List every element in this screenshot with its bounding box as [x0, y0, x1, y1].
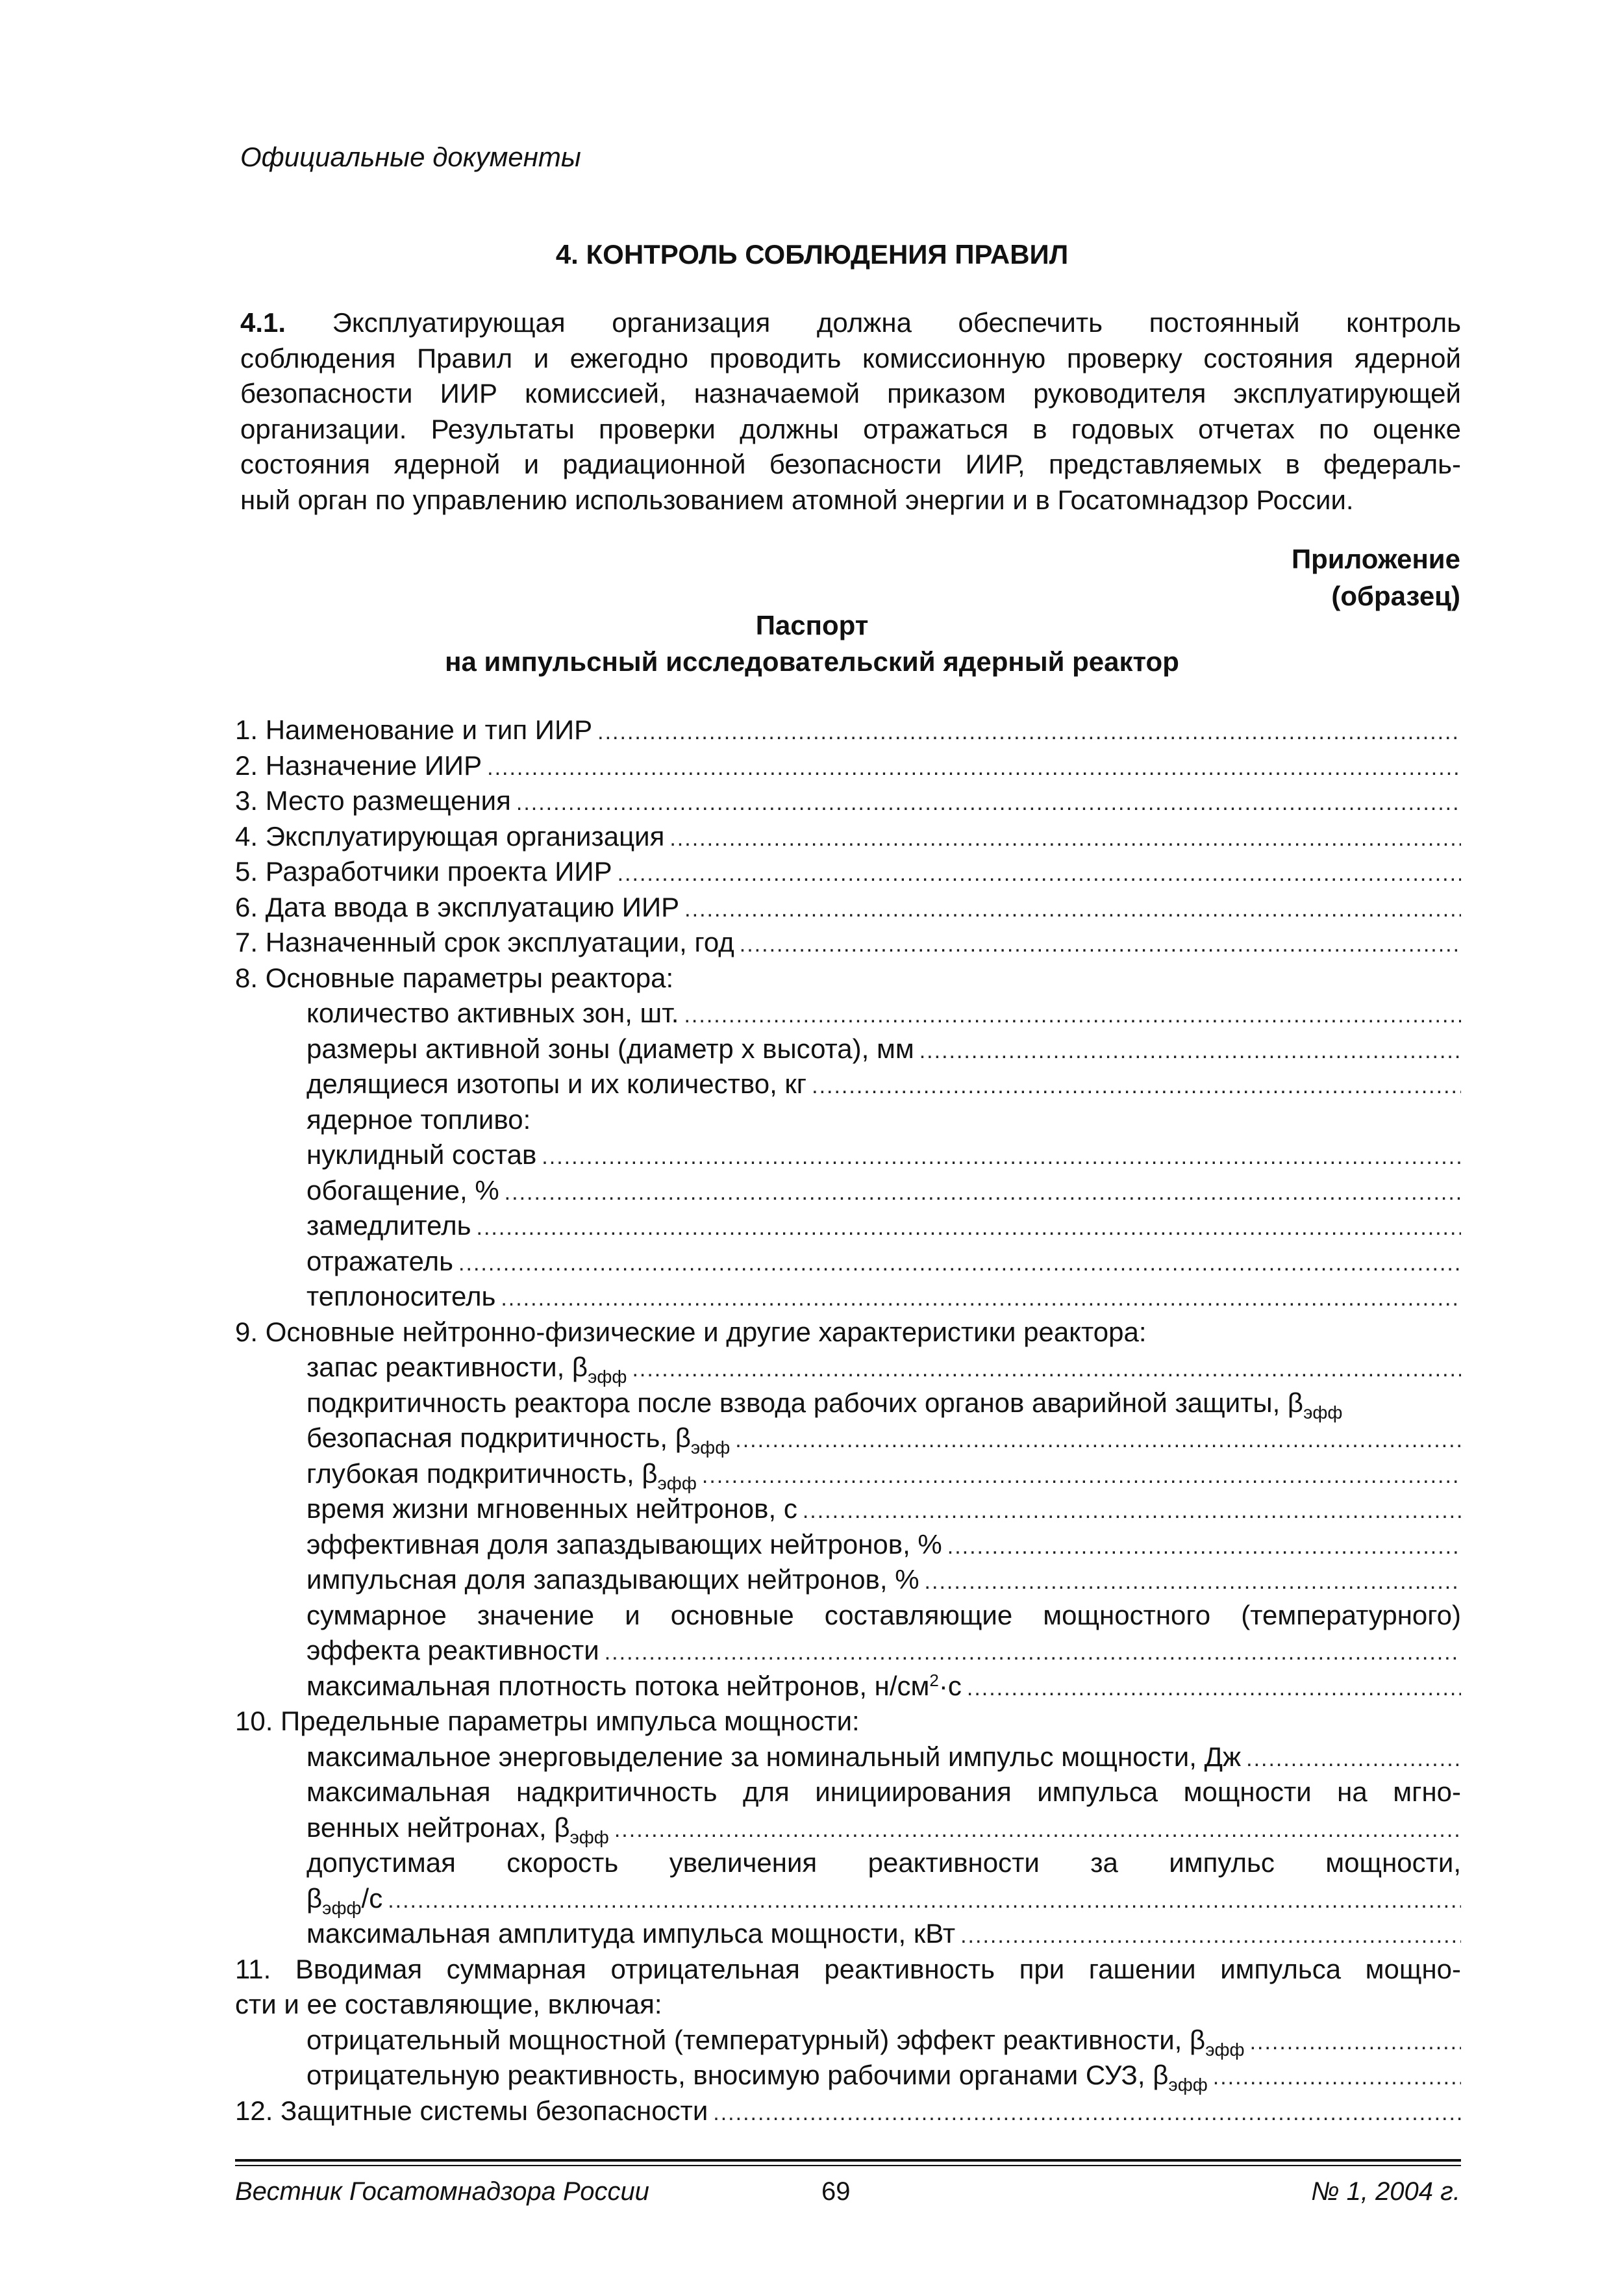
- fill-in-leader[interactable]: [388, 1883, 1461, 1919]
- form-subitem: [235, 1456, 1461, 1492]
- form-subitem: [235, 1279, 1461, 1315]
- item-label: ядерное топливо:: [306, 1104, 531, 1135]
- clause-line: состояния ядерной и радиационной безопасности ИИР, представляемых в федераль-: [240, 449, 1461, 479]
- clause-line-text: Эксплуатирующая организация должна обеспечить постоянный контроль: [332, 307, 1461, 338]
- fill-in-leader[interactable]: [542, 1139, 1461, 1175]
- form-subitem: [235, 1173, 1461, 1209]
- item-label: 9. Основные нейтронно-физические и другие характеристики реактора:: [235, 1316, 1147, 1347]
- item-label: отражатель: [306, 1245, 454, 1276]
- form-group-heading: [235, 1315, 1461, 1350]
- form-subitem: [235, 1810, 1461, 1846]
- item-label: 6. Дата ввода в эксплуатацию ИИР: [235, 891, 680, 922]
- form-subitem: [235, 1208, 1461, 1244]
- form-subitem: [235, 1669, 1461, 1704]
- beta-symbol: β: [1287, 1387, 1304, 1418]
- beta-symbol: β: [675, 1422, 691, 1453]
- item-label: 5. Разработчики проекта ИИР: [235, 856, 612, 887]
- form-item: [235, 783, 1461, 819]
- fill-in-leader[interactable]: [487, 750, 1461, 786]
- fill-in-leader[interactable]: [1213, 2060, 1461, 2095]
- item-label: время жизни мгновенных нейтронов, с: [306, 1493, 797, 1524]
- item-label: эффекта реактивности: [306, 1635, 599, 1665]
- form-subitem: максимальная надкритичность для инициирования импульса мощности на мгно-: [306, 1776, 1461, 1807]
- item-label: [306, 1456, 697, 1495]
- form-subitem: [235, 1916, 1461, 1952]
- fill-in-leader[interactable]: [516, 785, 1461, 821]
- beta-symbol: β: [306, 1882, 323, 1914]
- appendix-label: [1292, 540, 1460, 614]
- item-label: [306, 1421, 730, 1459]
- form-subitem: [235, 2023, 1461, 2058]
- item-label: [306, 1350, 627, 1389]
- form-item: [235, 925, 1461, 961]
- item-label: 1. Наименование и тип ИИР: [235, 714, 593, 745]
- item-label: 2. Назначение ИИР: [235, 750, 482, 781]
- beta-symbol: β: [554, 1812, 570, 1843]
- fill-in-leader[interactable]: [605, 1635, 1461, 1671]
- form-subitem: [235, 1527, 1461, 1563]
- item-label: [306, 2058, 1208, 2097]
- form-subitem: [235, 1137, 1461, 1173]
- item-label: 8. Основные параметры реактора:: [235, 962, 674, 993]
- fill-in-leader[interactable]: [477, 1210, 1461, 1246]
- passport-subtitle: на импульсный исследовательский ядерный реактор: [445, 646, 1179, 677]
- fill-in-leader[interactable]: [632, 1352, 1461, 1387]
- passport-heading: [0, 607, 1624, 680]
- beta-symbol: β: [642, 1458, 658, 1489]
- fill-in-leader[interactable]: [505, 1175, 1461, 1211]
- form-subitem: [235, 1067, 1461, 1102]
- item-label-text: подкритичность реактора после взвода рабочих органов аварийной защиты,: [306, 1387, 1280, 1418]
- item-label: замедлитель: [306, 1210, 471, 1241]
- fill-in-leader[interactable]: [960, 1918, 1461, 1954]
- item-label: теплоноситель: [306, 1281, 496, 1311]
- fill-in-leader[interactable]: [1250, 2025, 1461, 2060]
- item-label: 7. Назначенный срок эксплуатации, год: [235, 927, 734, 957]
- form-group-heading: [235, 1987, 1461, 2023]
- form-subitem: [235, 1491, 1461, 1527]
- fill-in-leader[interactable]: [925, 1564, 1461, 1600]
- form-subitem: [235, 1350, 1461, 1385]
- beta-subscript: эфф: [1205, 2039, 1245, 2060]
- form-item: [235, 854, 1461, 890]
- clause-4-1: [240, 305, 1461, 518]
- form-subitem: [235, 1633, 1461, 1669]
- item-label: 4. Эксплуатирующая организация: [235, 820, 665, 852]
- form-item: [235, 890, 1461, 926]
- fill-in-leader[interactable]: [947, 1529, 1461, 1565]
- form-subitem: суммарное значение и основные составляющие мощностного (температурного): [306, 1599, 1461, 1630]
- passport-form: [235, 713, 1461, 2129]
- form-subitem: [235, 1739, 1461, 1775]
- beta-subscript: эфф: [322, 1897, 362, 1918]
- footer-journal: Вестник Госатомнадзора России: [235, 2177, 649, 2206]
- beta-symbol: β: [1190, 2024, 1206, 2055]
- item-label: размеры активной зоны (диаметр х высота), мм: [306, 1033, 914, 1064]
- item-label-text: максимальная плотность потока нейтронов, н/см: [306, 1670, 930, 1701]
- item-label: [306, 1385, 1342, 1424]
- fill-in-leader[interactable]: [919, 1033, 1461, 1069]
- item-label: 12. Защитные системы безопасности: [235, 2095, 708, 2126]
- clause-line: ный орган по управлению использованием атомной энергии и в Госатомнадзор России.: [240, 484, 1354, 515]
- beta-subscript: эфф: [657, 1472, 697, 1493]
- footer-rule: [235, 2159, 1461, 2162]
- item-label: сти и ее составляющие, включая:: [235, 1989, 662, 2019]
- form-subitem: допустимая скорость увеличения реактивности за импульс мощности,: [306, 1847, 1461, 1878]
- fill-in-leader[interactable]: [740, 927, 1461, 963]
- form-item: [235, 2093, 1461, 2129]
- clause-line: соблюдения Правил и ежегодно проводить комиссионную проверку состояния ядерной: [240, 342, 1461, 373]
- beta-subscript: эфф: [1168, 2075, 1208, 2095]
- clause-line: безопасности ИИР комиссией, назначаемой приказом руководителя эксплуатирующей: [240, 378, 1461, 409]
- footer-issue: № 1, 2004 г.: [1311, 2177, 1460, 2206]
- item-label: 3. Место размещения: [235, 785, 511, 816]
- item-label-text: безопасная подкритичность,: [306, 1422, 668, 1453]
- item-label: [306, 1669, 962, 1708]
- page-number: 69: [821, 2177, 851, 2206]
- beta-symbol: β: [1153, 2060, 1169, 2090]
- form-subitem: [235, 2058, 1461, 2093]
- fill-in-leader[interactable]: [1246, 1741, 1461, 1777]
- fill-in-leader[interactable]: [684, 998, 1461, 1033]
- item-label: обогащение, %: [306, 1174, 499, 1206]
- item-label: 10. Предельные параметры импульса мощности:: [235, 1706, 860, 1736]
- item-label: импульсная доля запаздывающих нейтронов, %: [306, 1564, 919, 1595]
- item-label: количество активных зон, шт.: [306, 998, 679, 1028]
- beta-subscript: эфф: [1303, 1402, 1343, 1422]
- form-item: [235, 713, 1461, 748]
- item-label-text: запас реактивности,: [306, 1352, 565, 1382]
- item-label-text: отрицательный мощностной (температурный) эффект реактивности,: [306, 2024, 1182, 2055]
- fill-in-leader[interactable]: [458, 1246, 1461, 1282]
- item-label: [306, 1810, 609, 1849]
- form-group-heading: [235, 961, 1461, 996]
- clause-line: [240, 305, 1461, 341]
- fill-in-leader[interactable]: [597, 714, 1461, 750]
- appendix-line: Приложение: [1291, 544, 1460, 574]
- clause-line: организации. Результаты проверки должны отражаться в годовых отчетах по оценке: [240, 413, 1461, 444]
- item-label-text: отрицательную реактивность, вносимую рабочими органами СУЗ,: [306, 2060, 1145, 2090]
- form-subitem: [235, 1421, 1461, 1456]
- passport-title: Паспорт: [755, 610, 869, 640]
- item-label: делящиеся изотопы и их количество, кг: [306, 1068, 807, 1099]
- fill-in-leader[interactable]: [669, 821, 1461, 857]
- fill-in-leader[interactable]: [501, 1281, 1461, 1317]
- form-subitem: [235, 1385, 1461, 1421]
- form-item: [235, 819, 1461, 855]
- beta-subscript: эфф: [588, 1367, 627, 1387]
- item-label: эффективная доля запаздывающих нейтронов, %: [306, 1528, 942, 1560]
- fill-in-leader[interactable]: [618, 856, 1461, 892]
- beta-symbol: β: [571, 1352, 588, 1382]
- form-subitem: [235, 996, 1461, 1031]
- form-subitem: [235, 1881, 1461, 1917]
- running-header: Официальные документы: [240, 142, 581, 172]
- form-item: [235, 748, 1461, 784]
- fill-in-leader[interactable]: [684, 892, 1461, 928]
- fill-in-leader[interactable]: [702, 1458, 1461, 1494]
- item-label: [306, 2023, 1245, 2062]
- form-subitem: [235, 1244, 1461, 1280]
- fill-in-leader[interactable]: [614, 1812, 1461, 1848]
- item-label-text: ·с: [938, 1670, 962, 1701]
- item-label: максимальная амплитуда импульса мощности, кВт: [306, 1918, 956, 1949]
- item-label-text: глубокая подкритичность,: [306, 1458, 634, 1489]
- item-label: максимальное энерговыделение за номинальный импульс мощности, Дж: [306, 1741, 1242, 1772]
- footer-rule-thin: [235, 2165, 1461, 2166]
- form-group-heading: [235, 1704, 1461, 1739]
- form-group-heading: 11. Вводимая суммарная отрицательная реактивность при гашении импульса мощно-: [235, 1953, 1461, 1984]
- superscript: 2: [929, 1670, 939, 1690]
- form-subitem: [235, 1031, 1461, 1067]
- item-label-text: венных нейтронах,: [306, 1812, 547, 1843]
- item-label-text: /с: [361, 1882, 383, 1914]
- beta-subscript: эфф: [690, 1437, 731, 1458]
- beta-subscript: эфф: [569, 1826, 609, 1847]
- clause-number: 4.1.: [240, 307, 286, 338]
- section-title: 4. КОНТРОЛЬ СОБЛЮДЕНИЯ ПРАВИЛ: [555, 239, 1069, 270]
- form-subitem: [235, 1562, 1461, 1598]
- appendix-note: (образец): [1331, 581, 1460, 611]
- item-label: нуклидный состав: [306, 1139, 537, 1170]
- fill-in-leader[interactable]: [967, 1671, 1461, 1706]
- fill-in-leader[interactable]: [803, 1493, 1461, 1529]
- fill-in-leader[interactable]: [735, 1422, 1461, 1458]
- item-label: [306, 1881, 382, 1920]
- fill-in-leader[interactable]: [713, 2095, 1461, 2131]
- fill-in-leader[interactable]: [812, 1068, 1461, 1104]
- form-subheading: [235, 1102, 1461, 1138]
